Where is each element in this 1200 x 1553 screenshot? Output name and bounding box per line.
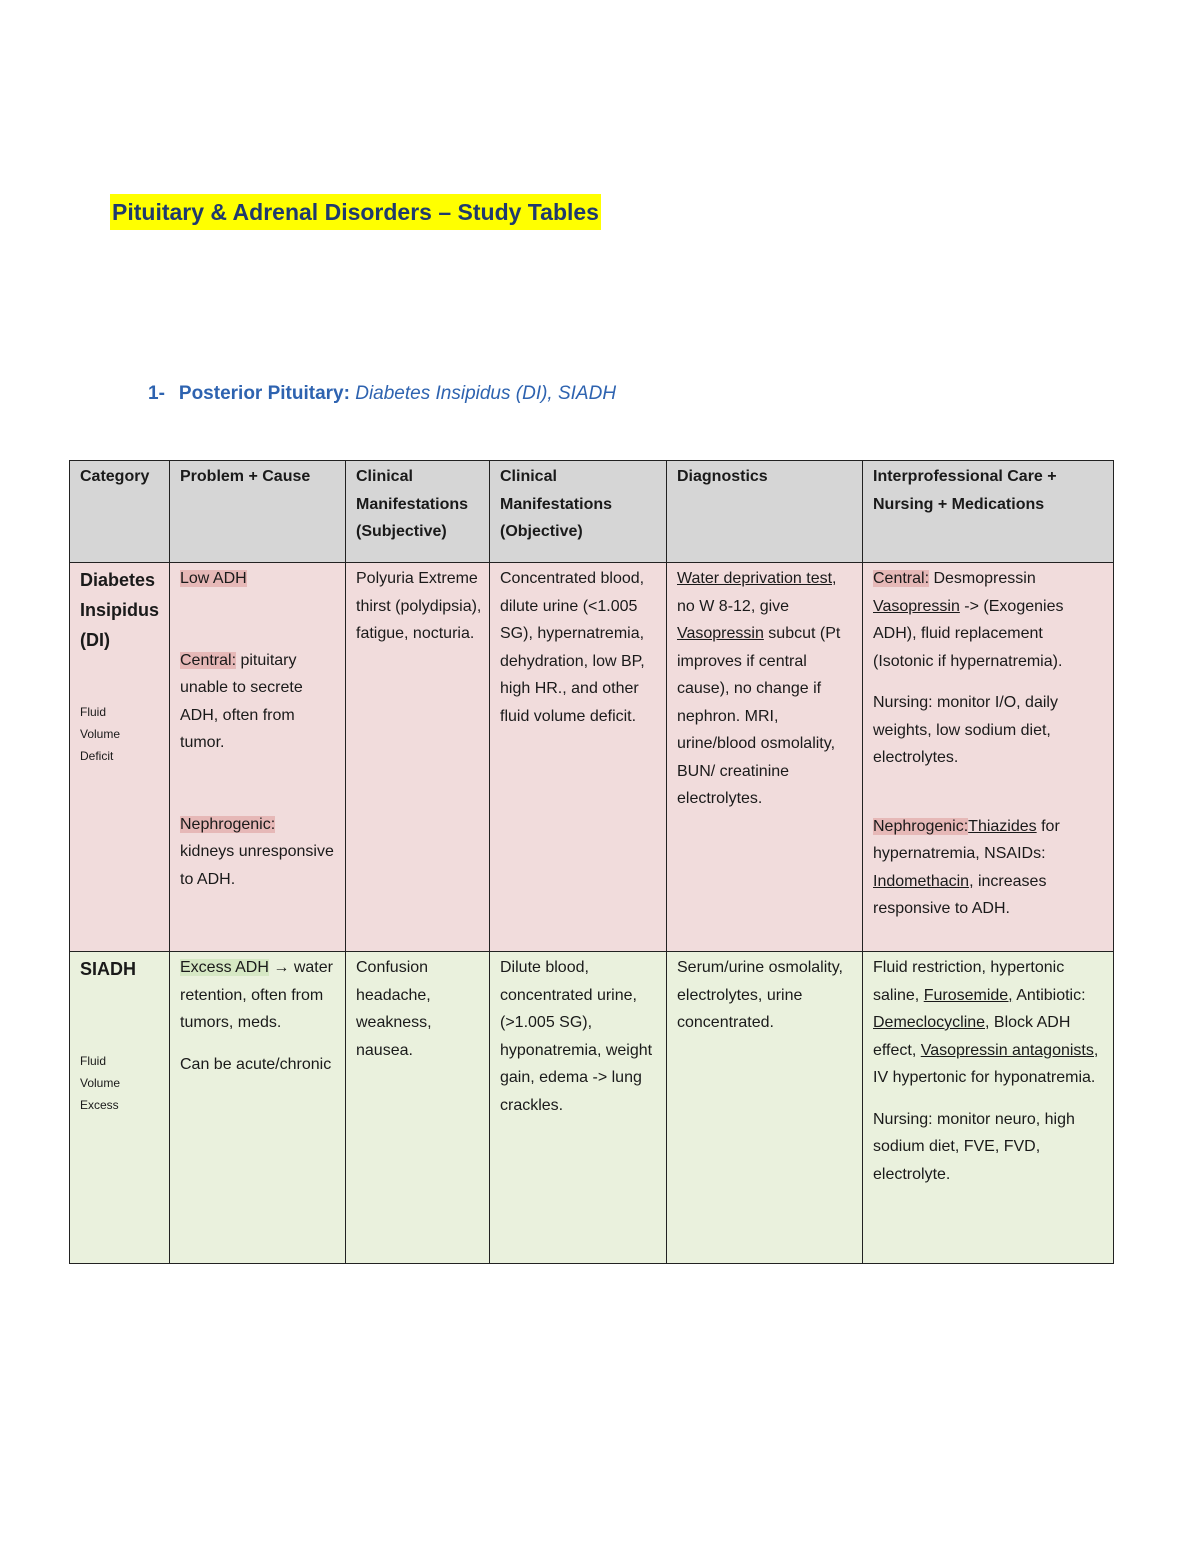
di-problem-cell <box>170 563 346 952</box>
header-care: Interprofessional Care + Nursing + Medications <box>863 461 1114 563</box>
header-subjective: Clinical Manifestations (Subjective) <box>346 461 490 563</box>
header-row <box>70 461 1114 563</box>
siadh-care-demeclocycline: Demeclocycline, <box>873 1014 990 1031</box>
di-care-nephro-text: for hypernatremia, NSAIDs: <box>873 817 1060 862</box>
siadh-name: SIADH <box>80 959 137 979</box>
study-table <box>69 460 1114 1264</box>
di-care-nephro-label: Nephrogenic: <box>873 817 969 835</box>
section-heading <box>148 380 616 408</box>
siadh-problem-cell <box>170 952 346 1264</box>
di-care-nephro-text: increases responsive to ADH. <box>873 872 1047 917</box>
siadh-category-cell <box>70 952 170 1264</box>
di-central-label: Central: <box>180 651 237 669</box>
siadh-care-text: IV hypertonic for hyponatremia. <box>873 1069 1096 1086</box>
di-subtype <box>80 701 163 767</box>
di-diag-text: no W 8-12, give <box>677 597 790 615</box>
siadh-care-vasopressin-antagonists: Vasopressin antagonists, <box>920 1041 1099 1059</box>
header-problem: Problem + Cause <box>170 461 346 563</box>
siadh-problem-text: → water retention, often from tumors, meds. <box>180 959 333 1031</box>
siadh-care-cell <box>863 952 1114 1264</box>
di-nephro-label: Nephrogenic: <box>180 815 276 833</box>
siadh-problem-acute: Can be acute/chronic <box>180 1055 332 1073</box>
di-central-text: pituitary unable to secrete ADH, often from tumor. <box>180 651 303 751</box>
di-objective-cell: Concentrated blood, dilute urine (<1.005 SG), hypernatremia, dehydration, low BP, high HR., and other fluid volume deficit. <box>490 563 667 952</box>
di-care-central-text: -> (Exogenies ADH), fluid replacement (Isotonic if hypernatremia). <box>873 597 1064 670</box>
di-care-drug: Desmopressin <box>929 570 1036 587</box>
di-care-nursing: Nursing: monitor I/O, daily weights, low sodium diet, electrolytes. <box>873 694 1058 766</box>
table-row-di <box>70 563 1114 952</box>
siadh-care-text: Antibiotic: <box>1012 986 1086 1004</box>
header-category: Category <box>70 461 170 563</box>
siadh-excess-adh: Excess ADH <box>180 959 269 976</box>
table-row-siadh <box>70 952 1114 1264</box>
di-diagnostics-cell <box>667 563 863 952</box>
siadh-objective-cell: Dilute blood, concentrated urine, (>1.005 SG), hyponatremia, weight gain, edema -> lung crackles. <box>490 952 667 1264</box>
section-topics: Diabetes Insipidus (DI), SIADH <box>355 383 617 404</box>
di-care-indomethacin: Indomethacin, <box>873 872 974 890</box>
siadh-sub-line: Fluid <box>80 1054 107 1068</box>
header-objective: Clinical Manifestations (Objective) <box>490 461 667 563</box>
di-sub-line: Deficit <box>80 749 114 763</box>
di-care-thiazides: Thiazides <box>968 817 1037 835</box>
di-category-cell <box>70 563 170 952</box>
section-number: 1- <box>148 383 165 404</box>
siadh-sub-line: Excess <box>80 1098 119 1112</box>
siadh-subjective-cell: Confusion headache, weakness, nausea. <box>346 952 490 1264</box>
siadh-subtype <box>80 1050 163 1116</box>
di-name: Diabetes Insipidus (DI) <box>80 570 160 650</box>
siadh-care-text: Block ADH effect, <box>873 1014 1071 1059</box>
siadh-diagnostics-cell: Serum/urine osmolality, electrolytes, urine concentrated. <box>667 952 863 1264</box>
siadh-care-furosemide: Furosemide, <box>923 986 1013 1004</box>
section-label: Posterior Pituitary: <box>178 383 350 404</box>
siadh-sub-line: Volume <box>80 1076 121 1090</box>
di-nephro-text: kidneys unresponsive to ADH. <box>180 843 334 888</box>
di-sub-line: Fluid <box>80 705 107 719</box>
di-care-cell <box>863 563 1114 952</box>
di-diag-test: Water deprivation test, <box>677 570 837 587</box>
page-title: Pituitary & Adrenal Disorders – Study Tables <box>110 194 601 230</box>
header-diagnostics: Diagnostics <box>667 461 863 563</box>
di-diag-text: subcut (Pt improves if central cause), no change if nephron. MRI, urine/blood osmolality, BUN/ creatinine electrolytes. <box>677 625 841 807</box>
di-care-central-label: Central: <box>873 570 930 587</box>
siadh-care-text: Fluid restriction, hypertonic saline, <box>873 959 1065 1004</box>
di-diag-vasopressin: Vasopressin <box>677 625 764 642</box>
siadh-care-nursing: Nursing: monitor neuro, high sodium diet, FVE, FVD, electrolyte. <box>873 1110 1075 1183</box>
di-sub-line: Volume <box>80 727 121 741</box>
di-low-adh: Low ADH <box>180 570 247 587</box>
di-subjective-cell: Polyuria Extreme thirst (polydipsia), fatigue, nocturia. <box>346 563 490 952</box>
di-care-vasopressin: Vasopressin <box>873 597 960 615</box>
